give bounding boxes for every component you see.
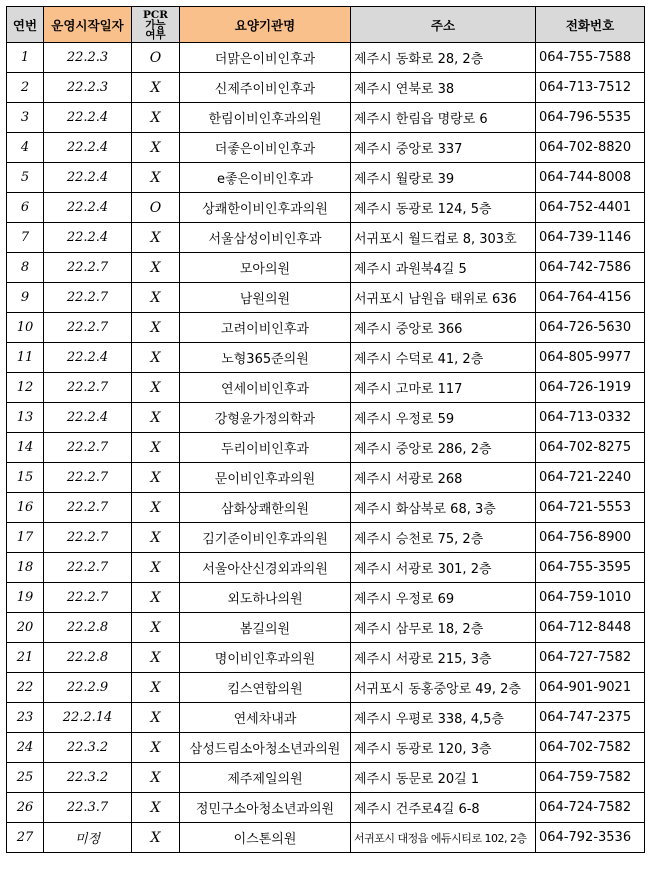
cell-no: 9: [7, 283, 44, 313]
table-row: [7, 523, 645, 553]
cell-institution: 더맑은이비인후과: [180, 43, 351, 73]
cell-address: 제주시 삼무로 18, 2층: [351, 613, 536, 643]
table-row: [7, 553, 645, 583]
cell-pcr: X: [132, 703, 180, 733]
cell-pcr: X: [132, 763, 180, 793]
cell-institution: 정민구소아청소년과의원: [180, 793, 351, 823]
cell-start-date: 22.2.7: [44, 493, 132, 523]
cell-address: 제주시 우정로 59: [351, 403, 536, 433]
cell-pcr: X: [132, 103, 180, 133]
cell-institution: 명이비인후과의원: [180, 643, 351, 673]
clinic-list: [6, 6, 645, 853]
table-row: [7, 403, 645, 433]
cell-phone: 064-724-7582: [536, 793, 645, 823]
cell-pcr: X: [132, 133, 180, 163]
cell-start-date: 22.2.4: [44, 193, 132, 223]
cell-start-date: 22.2.4: [44, 403, 132, 433]
header-pcr-line-1: PCR: [143, 8, 168, 21]
cell-start-date: 22.2.7: [44, 433, 132, 463]
cell-start-date: 22.2.3: [44, 43, 132, 73]
cell-no: 16: [7, 493, 44, 523]
cell-start-date: 22.2.8: [44, 613, 132, 643]
cell-phone: 064-755-3595: [536, 553, 645, 583]
cell-no: 13: [7, 403, 44, 433]
cell-phone: 064-747-2375: [536, 703, 645, 733]
cell-address: 서귀포시 남원읍 태위로 636: [351, 283, 536, 313]
cell-no: 14: [7, 433, 44, 463]
table-row: [7, 583, 645, 613]
cell-pcr: X: [132, 583, 180, 613]
cell-phone: 064-742-7586: [536, 253, 645, 283]
cell-address: 제주시 건주로4길 6-8: [351, 793, 536, 823]
cell-pcr: X: [132, 163, 180, 193]
cell-pcr: X: [132, 433, 180, 463]
cell-phone: 064-721-5553: [536, 493, 645, 523]
header-address: 주소: [351, 7, 536, 43]
cell-address: 제주시 우평로 338, 4,5층: [351, 703, 536, 733]
cell-start-date: 22.2.4: [44, 103, 132, 133]
table-row: [7, 823, 645, 853]
cell-institution: 김기준이비인후과의원: [180, 523, 351, 553]
cell-phone: 064-739-1146: [536, 223, 645, 253]
table-row: [7, 463, 645, 493]
table-row: [7, 673, 645, 703]
table-row: [7, 43, 645, 73]
cell-phone: 064-712-8448: [536, 613, 645, 643]
cell-address: 제주시 동광로 120, 3층: [351, 733, 536, 763]
cell-address: 제주시 서광로 215, 3층: [351, 643, 536, 673]
cell-institution: 연세이비인후과: [180, 373, 351, 403]
cell-start-date: 22.2.4: [44, 133, 132, 163]
table-row: [7, 73, 645, 103]
table-row: [7, 343, 645, 373]
cell-no: 2: [7, 73, 44, 103]
cell-institution: 킴스연합의원: [180, 673, 351, 703]
header-pcr: [132, 7, 180, 43]
cell-start-date: 22.2.7: [44, 253, 132, 283]
cell-address: 제주시 연북로 38: [351, 73, 536, 103]
cell-address: 제주시 월랑로 39: [351, 163, 536, 193]
cell-address: 제주시 중앙로 366: [351, 313, 536, 343]
cell-institution: 삼화상쾌한의원: [180, 493, 351, 523]
cell-start-date: 22.2.8: [44, 643, 132, 673]
cell-no: 3: [7, 103, 44, 133]
cell-no: 21: [7, 643, 44, 673]
cell-phone: 064-713-0332: [536, 403, 645, 433]
cell-pcr: X: [132, 403, 180, 433]
cell-address: 제주시 화삼북로 68, 3층: [351, 493, 536, 523]
cell-start-date: 22.2.4: [44, 223, 132, 253]
cell-address: 제주시 고마로 117: [351, 373, 536, 403]
cell-no: 10: [7, 313, 44, 343]
cell-phone: 064-759-1010: [536, 583, 645, 613]
cell-no: 1: [7, 43, 44, 73]
cell-phone: 064-702-8275: [536, 433, 645, 463]
table-row: [7, 313, 645, 343]
cell-institution: e좋은이비인후과: [180, 163, 351, 193]
cell-pcr: X: [132, 793, 180, 823]
cell-no: 25: [7, 763, 44, 793]
cell-institution: 서울아산신경외과의원: [180, 553, 351, 583]
cell-address: 제주시 승천로 75, 2층: [351, 523, 536, 553]
cell-address: 제주시 동화로 28, 2층: [351, 43, 536, 73]
cell-phone: 064-744-8008: [536, 163, 645, 193]
cell-no: 12: [7, 373, 44, 403]
cell-pcr: X: [132, 673, 180, 703]
cell-phone: 064-759-7582: [536, 763, 645, 793]
cell-no: 5: [7, 163, 44, 193]
cell-institution: 강형윤가정의학과: [180, 403, 351, 433]
table-row: [7, 493, 645, 523]
table-row: [7, 733, 645, 763]
cell-pcr: X: [132, 613, 180, 643]
table-row: [7, 613, 645, 643]
table-row: [7, 253, 645, 283]
cell-start-date: 22.2.4: [44, 163, 132, 193]
cell-no: 4: [7, 133, 44, 163]
header-start-date: 운영시작일자: [44, 7, 132, 43]
cell-address: 제주시 우정로 69: [351, 583, 536, 613]
cell-institution: 연세차내과: [180, 703, 351, 733]
cell-phone: 064-702-7582: [536, 733, 645, 763]
table-row: [7, 643, 645, 673]
cell-pcr: X: [132, 463, 180, 493]
cell-address: 제주시 동광로 124, 5층: [351, 193, 536, 223]
cell-start-date: 22.2.7: [44, 583, 132, 613]
header-pcr-line-3: 여부: [145, 28, 166, 41]
table-row: [7, 163, 645, 193]
header-row: [7, 7, 645, 43]
header-institution: 요양기관명: [180, 7, 351, 43]
cell-address: 제주시 중앙로 337: [351, 133, 536, 163]
cell-start-date: 22.2.7: [44, 283, 132, 313]
cell-no: 6: [7, 193, 44, 223]
cell-institution: 제주제일의원: [180, 763, 351, 793]
cell-phone: 064-726-5630: [536, 313, 645, 343]
cell-institution: 신제주이비인후과: [180, 73, 351, 103]
cell-no: 17: [7, 523, 44, 553]
cell-address: 제주시 한림읍 명랑로 6: [351, 103, 536, 133]
cell-start-date: 22.2.7: [44, 553, 132, 583]
cell-address: 제주시 서광로 301, 2층: [351, 553, 536, 583]
cell-pcr: X: [132, 313, 180, 343]
cell-no: 26: [7, 793, 44, 823]
table-row: [7, 283, 645, 313]
cell-institution: 봄길의원: [180, 613, 351, 643]
cell-start-date: 22.2.7: [44, 373, 132, 403]
cell-phone: 064-755-7588: [536, 43, 645, 73]
table-row: [7, 433, 645, 463]
cell-institution: 노형365준의원: [180, 343, 351, 373]
cell-institution: 삼성드림소아청소년과의원: [180, 733, 351, 763]
cell-no: 18: [7, 553, 44, 583]
cell-start-date: 22.2.14: [44, 703, 132, 733]
header-pcr-line-2: 가능: [145, 18, 166, 31]
cell-phone: 064-702-8820: [536, 133, 645, 163]
cell-pcr: X: [132, 253, 180, 283]
cell-pcr: X: [132, 223, 180, 253]
cell-institution: 외도하나의원: [180, 583, 351, 613]
cell-institution: 모아의원: [180, 253, 351, 283]
cell-pcr: O: [132, 43, 180, 73]
cell-pcr: X: [132, 373, 180, 403]
cell-phone: 064-727-7582: [536, 643, 645, 673]
cell-phone: 064-756-8900: [536, 523, 645, 553]
cell-address: 서귀포시 월드컵로 8, 303호: [351, 223, 536, 253]
cell-no: 7: [7, 223, 44, 253]
cell-institution: 더좋은이비인후과: [180, 133, 351, 163]
cell-no: 24: [7, 733, 44, 763]
cell-institution: 상쾌한이비인후과의원: [180, 193, 351, 223]
table-row: [7, 703, 645, 733]
cell-no: 20: [7, 613, 44, 643]
cell-start-date: 22.2.7: [44, 463, 132, 493]
cell-no: 8: [7, 253, 44, 283]
cell-pcr: X: [132, 283, 180, 313]
cell-start-date: 미정: [44, 823, 132, 853]
cell-phone: 064-796-5535: [536, 103, 645, 133]
cell-phone: 064-726-1919: [536, 373, 645, 403]
cell-pcr: X: [132, 343, 180, 373]
cell-address: 제주시 과원북4길 5: [351, 253, 536, 283]
cell-institution: 고려이비인후과: [180, 313, 351, 343]
cell-institution: 서울삼성이비인후과: [180, 223, 351, 253]
cell-start-date: 22.2.3: [44, 73, 132, 103]
cell-address: 제주시 중앙로 286, 2층: [351, 433, 536, 463]
cell-institution: 한림이비인후과의원: [180, 103, 351, 133]
cell-address: 서귀포시 대정읍 에듀시티로 102, 2층: [351, 823, 536, 853]
cell-institution: 문이비인후과의원: [180, 463, 351, 493]
cell-start-date: 22.2.7: [44, 313, 132, 343]
cell-start-date: 22.3.2: [44, 763, 132, 793]
cell-start-date: 22.2.9: [44, 673, 132, 703]
table-row: [7, 373, 645, 403]
table-row: [7, 103, 645, 133]
cell-address: 제주시 동문로 20길 1: [351, 763, 536, 793]
cell-institution: 이스톤의원: [180, 823, 351, 853]
cell-phone: 064-792-3536: [536, 823, 645, 853]
table-row: [7, 793, 645, 823]
cell-no: 27: [7, 823, 44, 853]
clinic-table: [6, 6, 645, 853]
cell-start-date: 22.3.7: [44, 793, 132, 823]
cell-pcr: X: [132, 823, 180, 853]
cell-phone: 064-805-9977: [536, 343, 645, 373]
cell-no: 19: [7, 583, 44, 613]
cell-pcr: X: [132, 643, 180, 673]
cell-no: 23: [7, 703, 44, 733]
cell-pcr: O: [132, 193, 180, 223]
cell-start-date: 22.2.7: [44, 523, 132, 553]
cell-pcr: X: [132, 553, 180, 583]
cell-start-date: 22.2.4: [44, 343, 132, 373]
cell-pcr: X: [132, 733, 180, 763]
cell-pcr: X: [132, 73, 180, 103]
cell-phone: 064-764-4156: [536, 283, 645, 313]
cell-address: 서귀포시 동홍중앙로 49, 2층: [351, 673, 536, 703]
cell-address: 제주시 서광로 268: [351, 463, 536, 493]
header-phone: 전화번호: [536, 7, 645, 43]
cell-phone: 064-901-9021: [536, 673, 645, 703]
cell-address: 제주시 수덕로 41, 2층: [351, 343, 536, 373]
cell-no: 11: [7, 343, 44, 373]
cell-phone: 064-752-4401: [536, 193, 645, 223]
cell-no: 22: [7, 673, 44, 703]
cell-phone: 064-713-7512: [536, 73, 645, 103]
header-no: 연번: [7, 7, 44, 43]
cell-pcr: X: [132, 493, 180, 523]
cell-institution: 두리이비인후과: [180, 433, 351, 463]
table-row: [7, 193, 645, 223]
table-row: [7, 763, 645, 793]
cell-start-date: 22.3.2: [44, 733, 132, 763]
cell-phone: 064-721-2240: [536, 463, 645, 493]
table-row: [7, 223, 645, 253]
cell-pcr: X: [132, 523, 180, 553]
cell-no: 15: [7, 463, 44, 493]
table-row: [7, 133, 645, 163]
cell-institution: 남원의원: [180, 283, 351, 313]
